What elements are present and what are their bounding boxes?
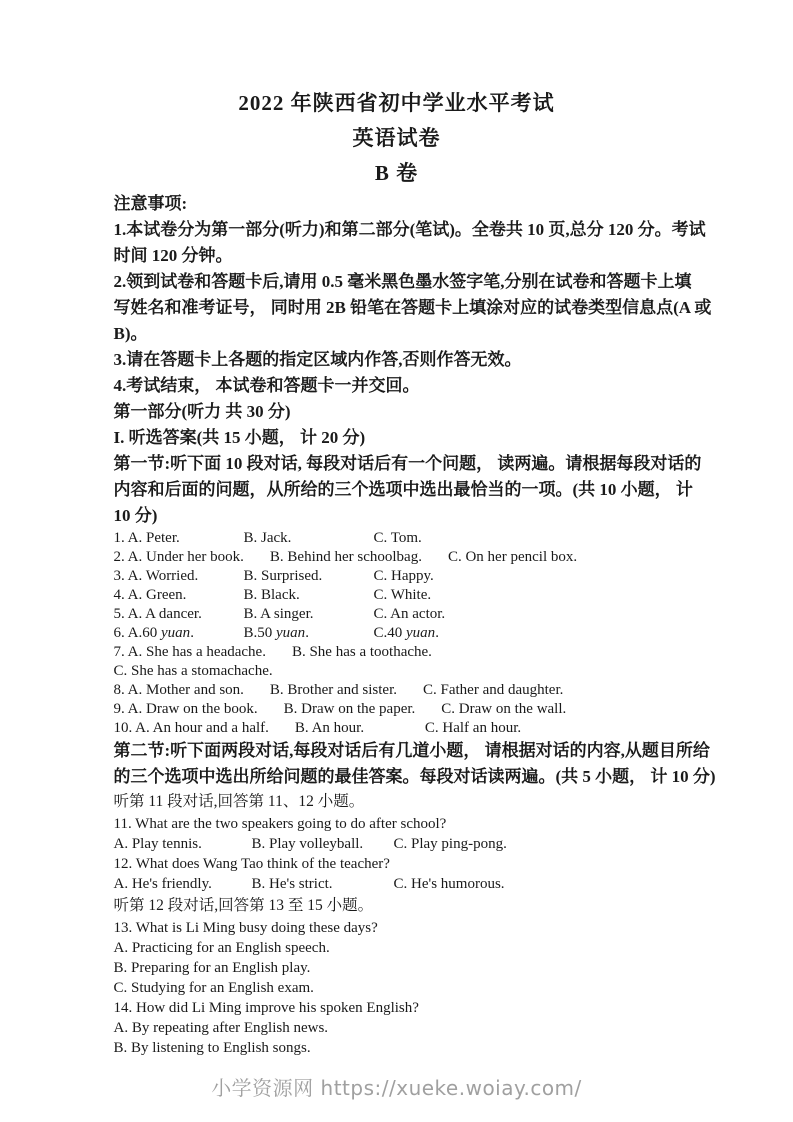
- question-line-6: [114, 624, 680, 643]
- option-segment: C. White.: [373, 587, 432, 603]
- option-segment: 5. A. A dancer.: [113, 606, 202, 622]
- question-12-text: 12. What does Wang Tao think of the teacher?: [113, 856, 390, 872]
- question-14-option-b: B. By listening to English songs.: [113, 1040, 311, 1056]
- option-segment: A. He's friendly.: [113, 876, 212, 892]
- note-line-2b: 写姓名和准考证号， 同时用 2B 铅笔在答题卡上填涂对应的试卷类型信息点(A 或: [113, 298, 712, 317]
- question-line-2: [114, 548, 680, 567]
- option-segment: C.40 yuan.: [373, 625, 439, 641]
- section2-intro-line-2: 的三个选项中选出所给问题的最佳答案。每段对话读两遍。(共 5 小题， 计 10 分): [113, 767, 716, 786]
- option-segment: 1. A. Peter.: [113, 530, 180, 546]
- note-line-1b: 时间 120 分钟。: [113, 246, 233, 265]
- option-segment: 4. A. Green.: [113, 587, 187, 603]
- question-13-option-a: A. Practicing for an English speech.: [113, 940, 330, 956]
- option-segment: B. An hour.: [294, 720, 365, 736]
- exam-subject: 英语试卷: [352, 126, 441, 150]
- option-segment: C. He's humorous.: [393, 876, 505, 892]
- question-13-option-b: B. Preparing for an English play.: [113, 960, 311, 976]
- question-line-4: [114, 586, 680, 605]
- option-segment: B. Draw on the paper.: [283, 701, 416, 717]
- option-segment: 6. A.60 yuan.: [113, 625, 194, 641]
- note-line-2c: B)。: [113, 324, 148, 343]
- option-segment: C. Happy.: [373, 568, 434, 584]
- option-segment: 7. A. She has a headache.: [113, 644, 266, 660]
- question-12-options: [114, 874, 680, 894]
- exam-title: 2022 年陕西省初中学业水平考试: [238, 91, 555, 115]
- section1-intro-line-1: 第一节:听下面 10 段对话, 每段对话后有一个问题， 读两遍。请根据每段对话的: [113, 454, 702, 473]
- option-segment: B. He's strict.: [251, 876, 333, 892]
- question-14-option-a: A. By repeating after English news.: [113, 1020, 329, 1036]
- listen-hint-dialog-12: 听第 12 段对话,回答第 13 至 15 小题。: [113, 897, 374, 914]
- question-11-options: [114, 834, 680, 854]
- question-line-7: [114, 643, 680, 662]
- option-segment: 3. A. Worried.: [113, 568, 199, 584]
- section2-intro-line-1: 第二节:听下面两段对话,每段对话后有几道小题， 请根据对话的内容,从题目所给: [113, 741, 710, 760]
- option-segment: B. Behind her schoolbag.: [269, 549, 422, 565]
- part1-heading: 第一部分(听力 共 30 分): [113, 402, 291, 421]
- option-segment: B. A singer.: [243, 606, 314, 622]
- note-line-4: 4.考试结束， 本试卷和答题卡一并交回。: [113, 376, 420, 395]
- exam-content: [113, 191, 716, 1058]
- option-segment: B. Surprised.: [243, 568, 323, 584]
- question-line-5: [114, 605, 680, 624]
- option-segment: C. Tom.: [373, 530, 422, 546]
- option-segment: B. Play volleyball.: [251, 836, 364, 852]
- question-11-text: 11. What are the two speakers going to do after school?: [113, 816, 447, 832]
- option-segment: C. Play ping-pong.: [393, 836, 507, 852]
- option-segment: B. Black.: [243, 587, 300, 603]
- option-segment: B. She has a toothache.: [291, 644, 432, 660]
- option-segment: 9. A. Draw on the book.: [113, 701, 258, 717]
- paper-version: B 卷: [374, 161, 419, 185]
- option-segment: 8. A. Mother and son.: [113, 682, 244, 698]
- option-segment: C. An actor.: [373, 606, 446, 622]
- option-segment: 2. A. Under her book.: [113, 549, 244, 565]
- option-segment: A. Play tennis.: [113, 836, 202, 852]
- title-block: [0, 86, 793, 191]
- option-segment: C. She has a stomachache.: [113, 663, 273, 679]
- option-segment: C. Half an hour.: [424, 720, 522, 736]
- notes-heading: 注意事项:: [113, 194, 188, 213]
- question-line-9: [114, 700, 680, 719]
- option-segment: 10. A. An hour and a half.: [113, 720, 269, 736]
- note-line-1a: 1.本试卷分为第一部分(听力)和第二部分(笔试)。全卷共 10 页,总分 120 分。考试: [113, 220, 706, 239]
- option-segment: B. Jack.: [243, 530, 292, 546]
- section1-intro-line-3: 10 分): [113, 506, 158, 525]
- section1-intro-line-2: 内容和后面的问题，从所给的三个选项中选出最恰当的一项。(共 10 小题， 计: [113, 480, 693, 499]
- option-segment: B. Brother and sister.: [269, 682, 397, 698]
- question-14-text: 14. How did Li Ming improve his spoken English?: [113, 1000, 419, 1016]
- option-segment: C. Father and daughter.: [423, 682, 564, 698]
- question-line-10: [114, 719, 680, 738]
- question-line-3: [114, 567, 680, 586]
- question-13-option-c: C. Studying for an English exam.: [113, 980, 314, 996]
- question-13-text: 13. What is Li Ming busy doing these days?: [113, 920, 378, 936]
- option-segment: C. On her pencil box.: [447, 549, 578, 565]
- question-line-1: [114, 529, 680, 548]
- question-line-7-overflow: [114, 662, 680, 681]
- watermark-footer: 小学资源网 https://xueke.woiay.com/: [211, 1076, 582, 1100]
- question-line-8: [114, 681, 680, 700]
- option-segment: C. Draw on the wall.: [441, 701, 567, 717]
- option-segment: B.50 yuan.: [243, 625, 309, 641]
- note-line-3: 3.请在答题卡上各题的指定区域内作答,否则作答无效。: [113, 350, 522, 369]
- note-line-2a: 2.领到试卷和答题卡后,请用 0.5 毫米黑色墨水签字笔,分别在试卷和答题卡上填: [113, 272, 692, 291]
- listen-hint-dialog-11: 听第 11 段对话,回答第 11、12 小题。: [113, 793, 365, 810]
- task1-heading: I. 听选答案(共 15 小题， 计 20 分): [113, 428, 366, 447]
